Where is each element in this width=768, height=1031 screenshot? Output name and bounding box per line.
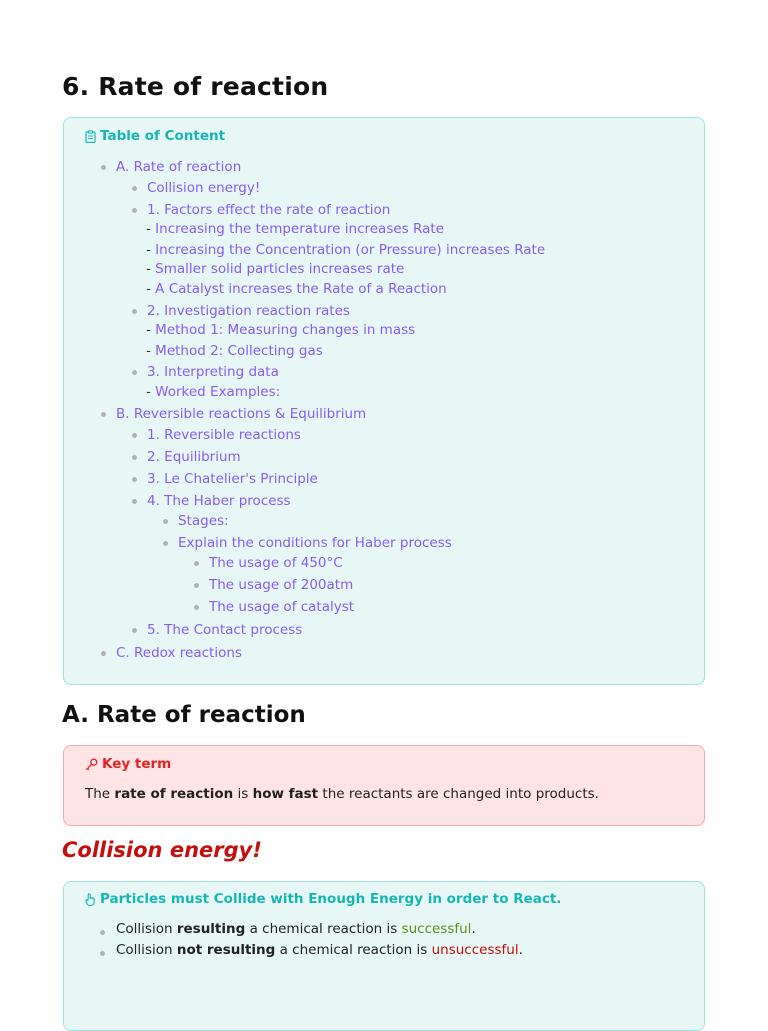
- key-term-box: [63, 745, 705, 826]
- toc-link[interactable]: 2. Investigation reaction rates: [147, 303, 350, 319]
- toc-title: Table of Content: [100, 128, 226, 144]
- page-title: 6. Rate of reaction: [62, 72, 329, 101]
- bullet-dot: [194, 583, 199, 588]
- list-item: Collision not resulting a chemical reaction is unsuccessful.: [116, 942, 523, 958]
- toc-link[interactable]: The usage of 200atm: [209, 577, 354, 593]
- hand-pointer-icon: [85, 893, 96, 906]
- toc-link-label[interactable]: Smaller solid particles increases rate: [155, 261, 405, 277]
- bullet-dot: [132, 628, 137, 633]
- key-term-title: Key term: [102, 756, 172, 772]
- particles-callout: [63, 881, 705, 1031]
- bullet-dot: [132, 433, 137, 438]
- toc-link-label[interactable]: Method 1: Measuring changes in mass: [155, 322, 416, 338]
- key-term-header: [85, 756, 171, 772]
- toc-link[interactable]: Collision energy!: [147, 180, 261, 196]
- list-item: Collision resulting a chemical reaction is successful.: [116, 921, 476, 937]
- table-of-contents: [63, 117, 705, 685]
- clipboard-icon: [85, 130, 96, 143]
- toc-link-label[interactable]: Worked Examples:: [155, 384, 281, 400]
- toc-link[interactable]: [146, 220, 444, 238]
- toc-link[interactable]: 5. The Contact process: [147, 622, 303, 638]
- dash-marker: -: [146, 261, 156, 277]
- toc-link[interactable]: Explain the conditions for Haber process: [178, 535, 452, 551]
- toc-link-label[interactable]: Method 2: Collecting gas: [155, 343, 323, 359]
- bullet-dot: [101, 651, 106, 656]
- key-term-definition: The rate of reaction is how fast the reactants are changed into products.: [85, 786, 599, 802]
- toc-link[interactable]: [146, 260, 404, 278]
- bullet-dot: [163, 519, 168, 524]
- toc-link[interactable]: [146, 280, 447, 298]
- bullet-dot: [132, 309, 137, 314]
- toc-link[interactable]: 3. Interpreting data: [147, 364, 279, 380]
- toc-link[interactable]: [146, 383, 280, 401]
- bullet-dot: [194, 605, 199, 610]
- bullet-dot: [100, 930, 105, 935]
- toc-link[interactable]: 2. Equilibrium: [147, 449, 241, 465]
- dash-marker: -: [146, 322, 156, 338]
- bullet-dot: [163, 541, 168, 546]
- toc-link[interactable]: A. Rate of reaction: [116, 159, 242, 175]
- toc-link[interactable]: [146, 241, 545, 259]
- bullet-dot: [132, 499, 137, 504]
- section-title: A. Rate of reaction: [62, 702, 306, 728]
- bullet-dot: [132, 455, 137, 460]
- bullet-dot: [132, 208, 137, 213]
- dash-marker: -: [146, 384, 156, 400]
- key-icon: [85, 758, 98, 771]
- toc-link[interactable]: The usage of catalyst: [209, 599, 355, 615]
- bullet-dot: [101, 412, 106, 417]
- toc-link-label[interactable]: Increasing the Concentration (or Pressure) increases Rate: [155, 242, 546, 258]
- toc-link[interactable]: B. Reversible reactions & Equilibrium: [116, 406, 367, 422]
- bullet-dot: [132, 186, 137, 191]
- toc-link[interactable]: 1. Factors effect the rate of reaction: [147, 202, 391, 218]
- toc-link-label[interactable]: A Catalyst increases the Rate of a Reaction: [155, 281, 447, 297]
- toc-link[interactable]: [146, 321, 415, 339]
- collision-energy-heading: Collision energy!: [62, 838, 262, 862]
- dash-marker: -: [146, 343, 156, 359]
- bullet-dot: [100, 951, 105, 956]
- bullet-dot: [132, 477, 137, 482]
- toc-link[interactable]: [146, 342, 323, 360]
- bullet-dot: [194, 561, 199, 566]
- particles-header: [85, 891, 561, 907]
- particles-title: Particles must Collide with Enough Energy in order to React.: [100, 891, 562, 907]
- bullet-dot: [132, 370, 137, 375]
- toc-link[interactable]: 4. The Haber process: [147, 493, 291, 509]
- toc-link[interactable]: The usage of 450°C: [209, 555, 343, 571]
- toc-link-label[interactable]: Increasing the temperature increases Rate: [155, 221, 444, 237]
- toc-header: [85, 128, 225, 144]
- toc-link[interactable]: 3. Le Chatelier's Principle: [147, 471, 318, 487]
- toc-link[interactable]: Stages:: [178, 513, 229, 529]
- dash-marker: -: [146, 281, 156, 297]
- dash-marker: -: [146, 242, 156, 258]
- toc-link[interactable]: 1. Reversible reactions: [147, 427, 301, 443]
- bullet-dot: [101, 165, 106, 170]
- dash-marker: -: [146, 221, 156, 237]
- toc-link[interactable]: C. Redox reactions: [116, 645, 242, 661]
